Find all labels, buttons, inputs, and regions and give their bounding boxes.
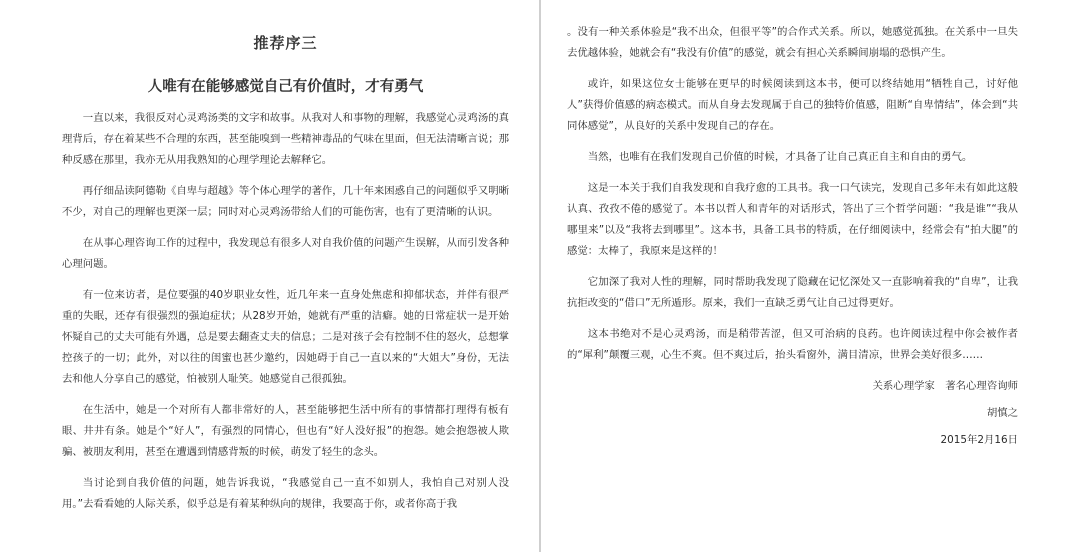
paragraph-continued: 。没有一种关系体验是“我不出众，但很平等”的合作式关系。所以，她感觉孤独。在关系中一旦失去优越体验，她就会有“我没有价值”的感觉，就会有担心关系瞬间崩塌的恐惧产生。 [567,26,1018,59]
paragraph: 这是一本关于我们自我发现和自我疗愈的工具书。我一口气读完，发现自己多年未有如此这般认真、孜孜不倦的感觉了。本书以哲人和青年的对话形式，答出了三个哲学问题：“我是谁”“我从哪里来”以及“我将去到哪里”。这本书，具备工具书的特质，在仔细阅读中，经常会有“拍大腿”的感觉：太棒了，我原来是这样的！ [567,182,1018,257]
paragraph: 它加深了我对人性的理解，同时帮助我发现了隐藏在记忆深处又一直影响着我的“自卑”，让我抗拒改变的“借口”无所遁形。原来，我们一直缺乏勇气让自己过得更好。 [567,276,1018,309]
signature-date: 2015年2月16日 [940,434,1018,446]
paragraph: 当讨论到自我价值的问题，她告诉我说，“我感觉自己一直不如别人，我怕自己对别人没用。”去看看她的人际关系，似乎总是有着某种纵向的规律，我要高于你，或者你高于我 [62,477,509,510]
chapter-subtitle: 人唯有在能够感觉自己有价值时，才有勇气 [147,78,424,95]
paragraph: 当然，也唯有在我们发现自己价值的时候，才具备了让自己真正自主和自由的勇气。 [587,151,973,163]
paragraph: 再仔细品读阿德勒《自卑与超越》等个体心理学的著作，几十年来困惑自己的问题似乎又明晰不少，对自己的理解也更深一层；同时对心灵鸡汤带给人们的可能伤害，也有了更清晰的认识。 [62,185,509,218]
paragraph: 或许，如果这位女士能够在更早的时候阅读到这本书，便可以终结她用“牺牲自己，讨好他人”获得价值感的病态模式。而从自身去发现属于自己的独特价值感，阻断“自卑情结”，体会到“共同体感觉”，从良好的关系中发现自己的存在。 [567,78,1018,132]
paragraph: 有一位来访者，是位要强的40岁职业女性，近几年来一直身处焦虑和抑郁状态，并伴有很严重的失眠，还存有很强烈的强迫症状；从28岁开始，她就有严重的洁癖。她的日常症状一是开始怀疑自己的丈夫可能有外遇，总是要去翻查丈夫的信息；二是对孩子会有控制不住的怒火，总想掌控孩子的一切；此外，对以往的闺蜜也甚少邀约，因她碍于自己一直以来的“大姐大”身份，无法去和他人分享自己的感觉，怕被别人耻笑。她感觉自己很孤独。 [62,289,509,385]
right-page [541,0,1080,552]
paragraph: 在从事心理咨询工作的过程中，我发现总有很多人对自我价值的问题产生误解，从而引发各种心理问题。 [62,237,509,270]
author-name: 胡慎之 [986,407,1018,419]
paragraph: 一直以来，我很反对心灵鸡汤类的文字和故事。从我对人和事物的理解，我感觉心灵鸡汤的真理背后，存在着某些不合理的东西，甚至能嗅到一些精神毒品的气味在里面，但无法清晰言说；那种反感在那里，我亦无从用我熟知的心理学理论去解释它。 [62,112,509,166]
section-heading: 推荐序三 [253,34,318,52]
author-title: 关系心理学家 著名心理咨询师 [872,380,1018,392]
left-page [0,0,539,552]
paragraph: 在生活中，她是一个对所有人都非常好的人，甚至能够把生活中所有的事情都打理得有板有眼、井井有条。她是个“好人”，有强烈的同情心，但也有“好人没好报”的抱怨。她会抱怨被人欺骗、被朋友利用，甚至在遭遇到情感背叛的时候，萌发了轻生的念头。 [62,404,509,458]
paragraph: 这本书绝对不是心灵鸡汤，而是稍带苦涩，但又可治病的良药。也许阅读过程中你会被作者的“犀利”颠覆三观，心生不爽。但不爽过后，抬头看窗外，满目清凉，世界会美好很多…… [567,328,1018,361]
